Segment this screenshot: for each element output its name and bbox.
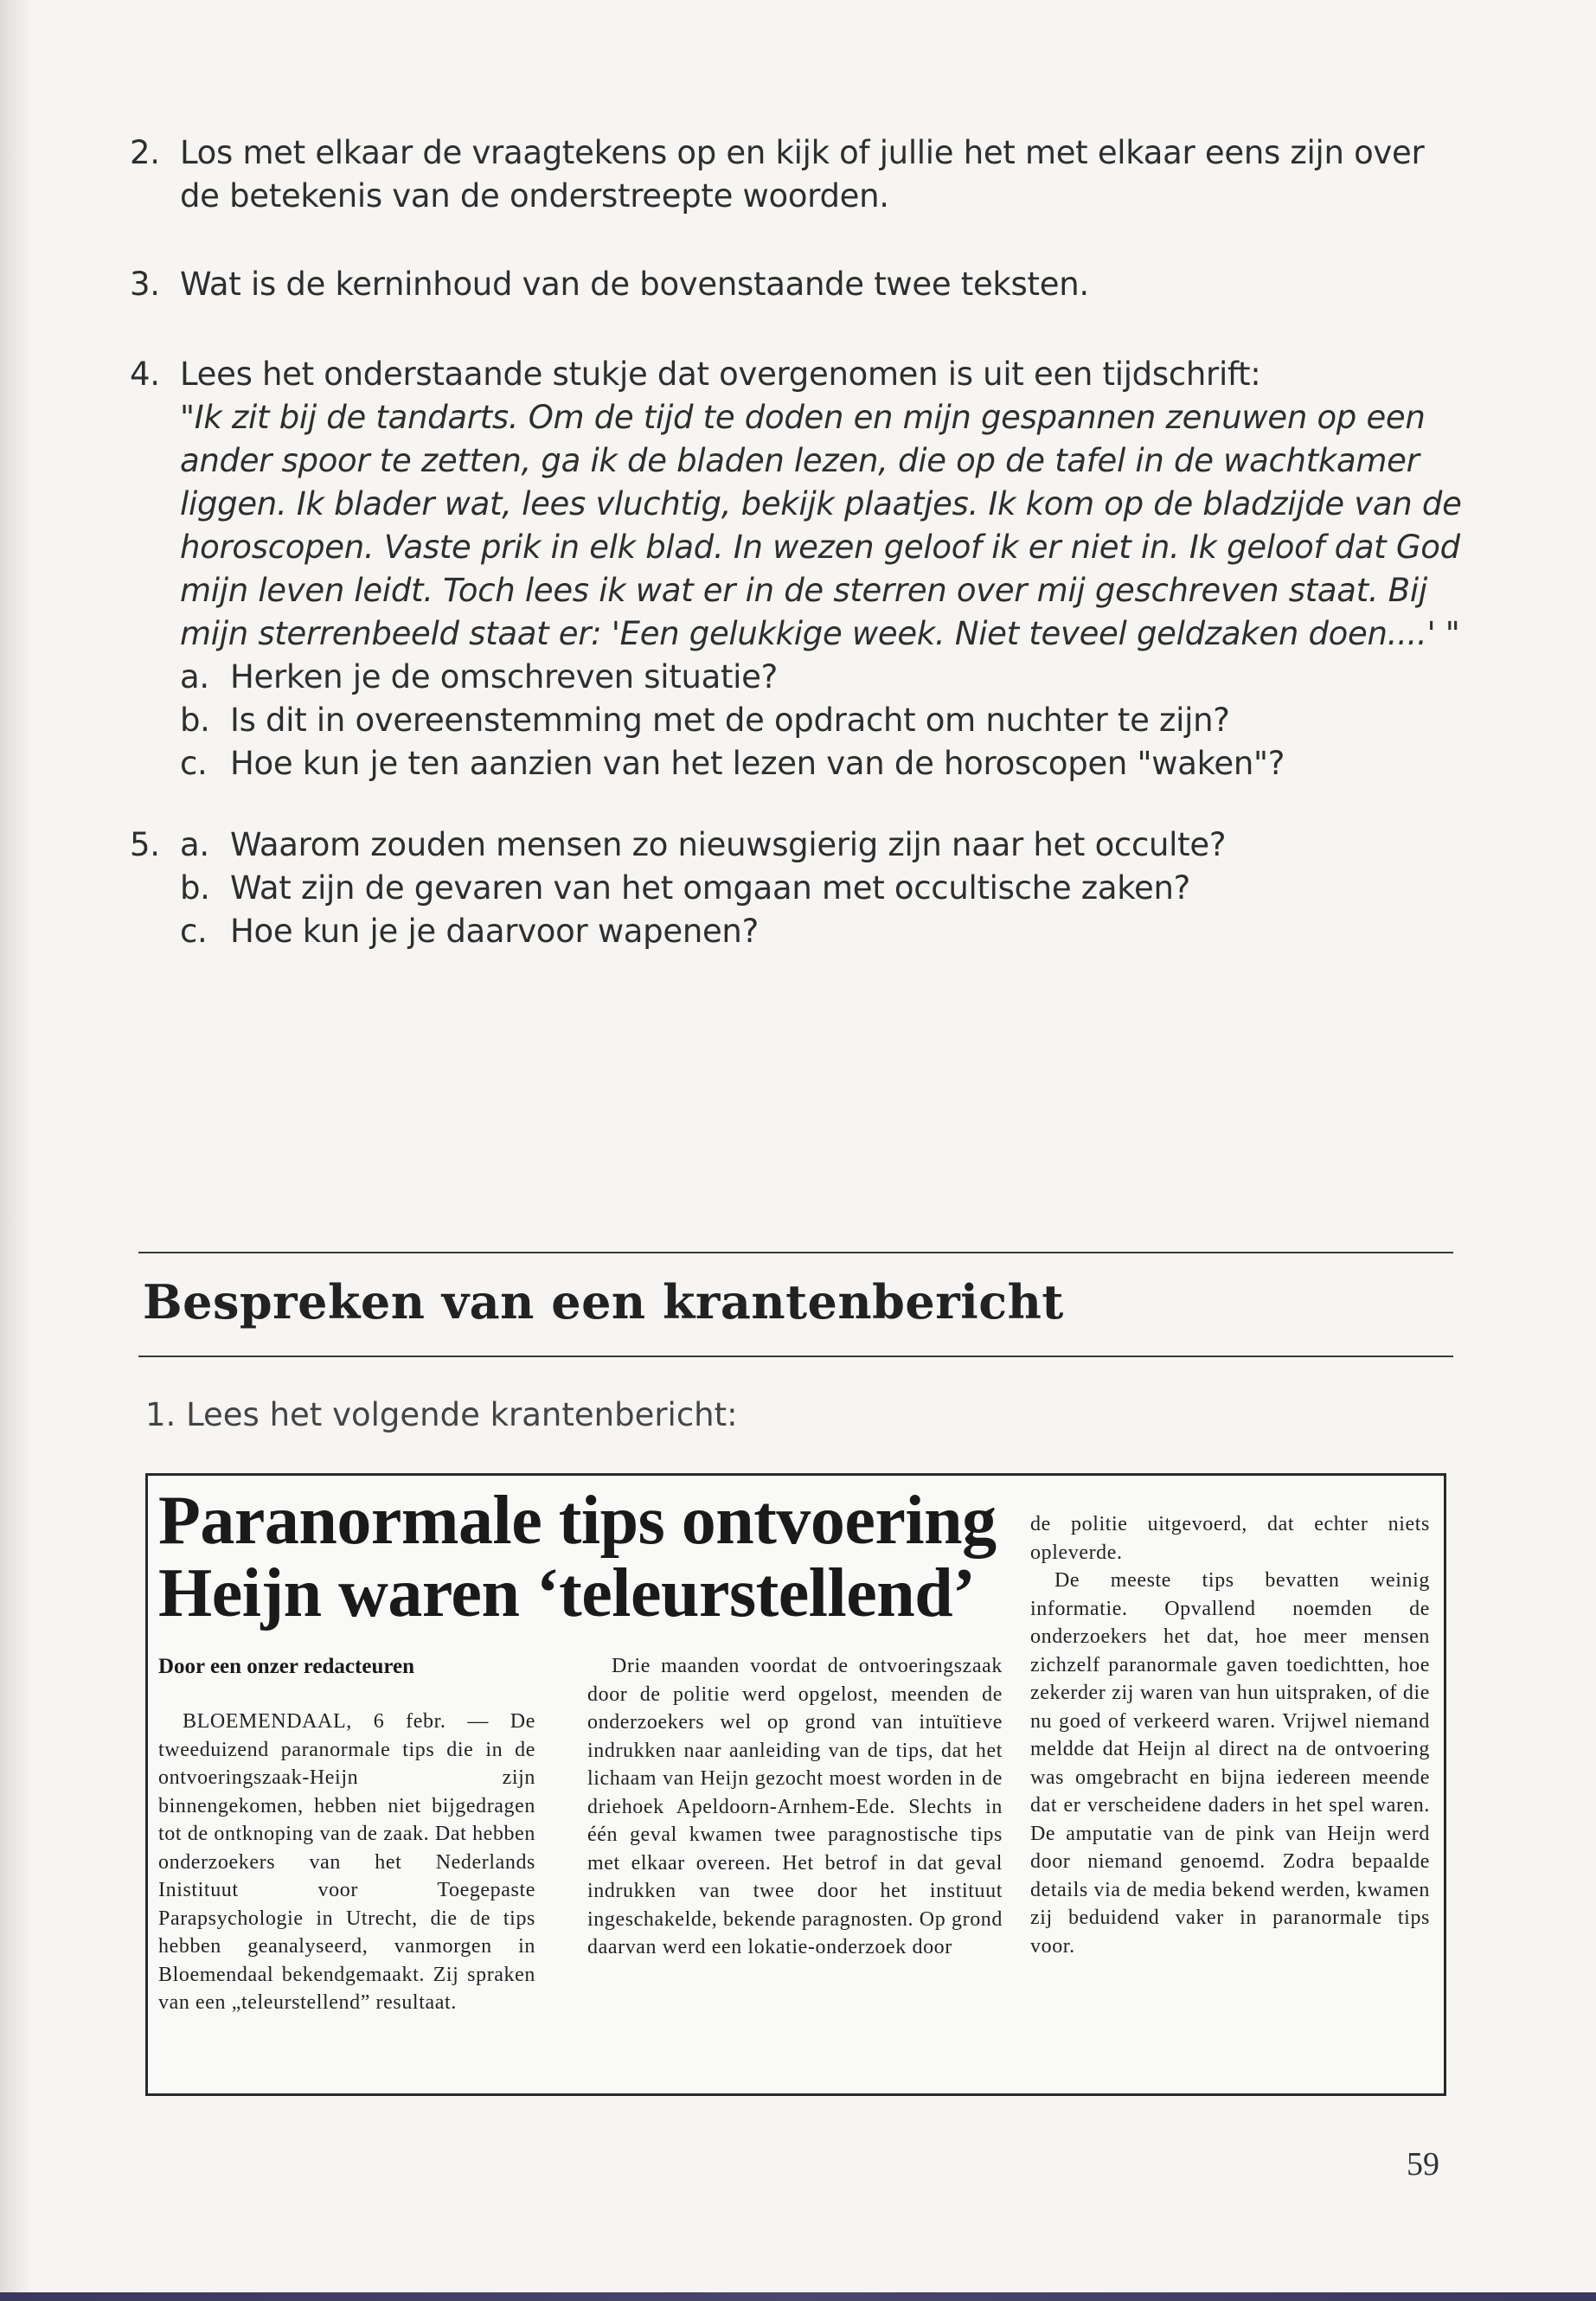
question-number: 5. (130, 826, 160, 863)
sub-label: c. (180, 913, 208, 950)
sub-question: Herken je de omschreven situatie? (230, 658, 778, 695)
magazine-quote: "Ik zit bij de tandarts. Om de tijd te doden en mijn gespannen zenuwen op een ander spoor te zetten, ga ik de bladen lezen, die op de tafel in de wachtkamer liggen. Ik blader wat, lees vluchtig, bekijk plaatjes. Ik kom op de bladzijde van de horoscopen. Vaste prik in elk blad. In wezen geloof ik er niet in. Ik geloof dat God mijn leven leidt. Toch lees ik wat er in de sterren over mij geschreven staat. Bij mijn sterrenbeeld staat er: 'Een gelukkige week. Niet teveel geldzaken doen....' " (180, 399, 1462, 652)
sub-question: Hoe kun je ten aanzien van het lezen van de horoscopen "waken"? (230, 745, 1285, 782)
sub-question: Wat zijn de gevaren van het omgaan met occultische zaken? (230, 869, 1191, 907)
sub-label: a. (180, 826, 209, 863)
question-5 (130, 824, 1462, 953)
article-paragraph: BLOEMENDAAL, 6 febr. — De tweeduizend paranormale tips die in de ontvoeringszaak-Heijn zijn binnengekomen, hebben niet bijgedragen tot de ontknoping van de zaak. Dat hebben onderzoekers van het Nederlands Inistituut voor Toegepaste Parapsychologie in Utrecht, die de tips hebben geanalyseerd, vanmorgen in Bloemendaal bekendgemaakt. Zij spraken van een „teleurstellend” resultaat. (158, 1710, 535, 2014)
newspaper-clipping (145, 1473, 1446, 2096)
instruction-text: 1. Lees het volgende krantenbericht: (145, 1396, 738, 1433)
sub-question: Hoe kun je je daarvoor wapenen? (230, 913, 759, 950)
question-text: Los met elkaar de vraagtekens op en kijk of jullie het met elkaar eens zijn over de betekenis van de onderstreepte woorden. (180, 134, 1425, 215)
page-number: 59 (1407, 2146, 1439, 2182)
question-text: Lees het onderstaande stukje dat overgenomen is uit een tijdschrift: (180, 356, 1261, 393)
sub-question: Waarom zouden mensen zo nieuwsgierig zijn naar het occulte? (230, 826, 1227, 863)
section-rule-bottom (138, 1356, 1453, 1357)
article-byline: Door een onzer redacteuren (158, 1655, 414, 1678)
article-headline: Paranormale tips ontvoering Heijn waren ‘teleurstellend’ (158, 1483, 997, 1631)
article-paragraph: de politie uitgevoerd, dat echter niets opleverde. (1030, 1513, 1430, 1564)
sub-label: c. (180, 745, 208, 782)
article-column-2 (587, 1652, 1003, 1962)
sub-label: a. (180, 658, 209, 695)
article-column-3 (1030, 1510, 1430, 1960)
page-edge-shadow (0, 0, 31, 2301)
article-paragraph: Drie maanden voordat de ontvoeringszaak door de politie werd opgelost, meenden de onderzoekers wel op grond van intuïtieve indrukken naar aanleiding van de tips, dat het lichaam van Heijn gezocht moest worden in de driehoek Apeldoorn-Arnhem-Ede. Slechts in één geval kwamen twee paragnostische tips met elkaar overeen. Het betrof in dat geval indrukken van twee door het instituut ingeschakelde, bekende paragnosten. Op grond daarvan werd een lokatie-onderzoek door (587, 1655, 1003, 1958)
sub-label: b. (180, 869, 210, 907)
sub-question: Is dit in overeenstemming met de opdracht om nuchter te zijn? (230, 702, 1230, 739)
section-title: Bespreken van een krantenbericht (143, 1274, 1064, 1330)
question-2 (130, 131, 1462, 218)
question-number: 4. (130, 356, 160, 393)
article-paragraph: De meeste tips bevatten weinig informatie. Opvallend noemden de onderzoekers het dat, hoe meer mensen zichzelf paranormale gaven toedichtten, hoe zekerder zij waren van hun uitspraken, of die nu goed of verkeerd waren. Vrijwel niemand meldde dat Heijn al direct na de ontvoering was omgebracht en bijna iedereen meende dat er verscheidene daders in het spel waren. De amputatie van de pink van Heijn werd door niemand genoemd. Zodra bepaalde details via de media bekend werden, kwamen zij beduidend vaker in paranormale tips voor. (1030, 1569, 1430, 1958)
article-column-1 (158, 1708, 535, 2017)
question-3 (130, 263, 1462, 306)
question-number: 2. (130, 134, 160, 171)
question-4 (130, 353, 1462, 785)
section-rule-top (138, 1252, 1453, 1253)
sub-label: b. (180, 702, 210, 739)
scan-bottom-edge (0, 2292, 1596, 2301)
question-number: 3. (130, 266, 160, 303)
question-text: Wat is de kerninhoud van de bovenstaande twee teksten. (180, 266, 1089, 303)
